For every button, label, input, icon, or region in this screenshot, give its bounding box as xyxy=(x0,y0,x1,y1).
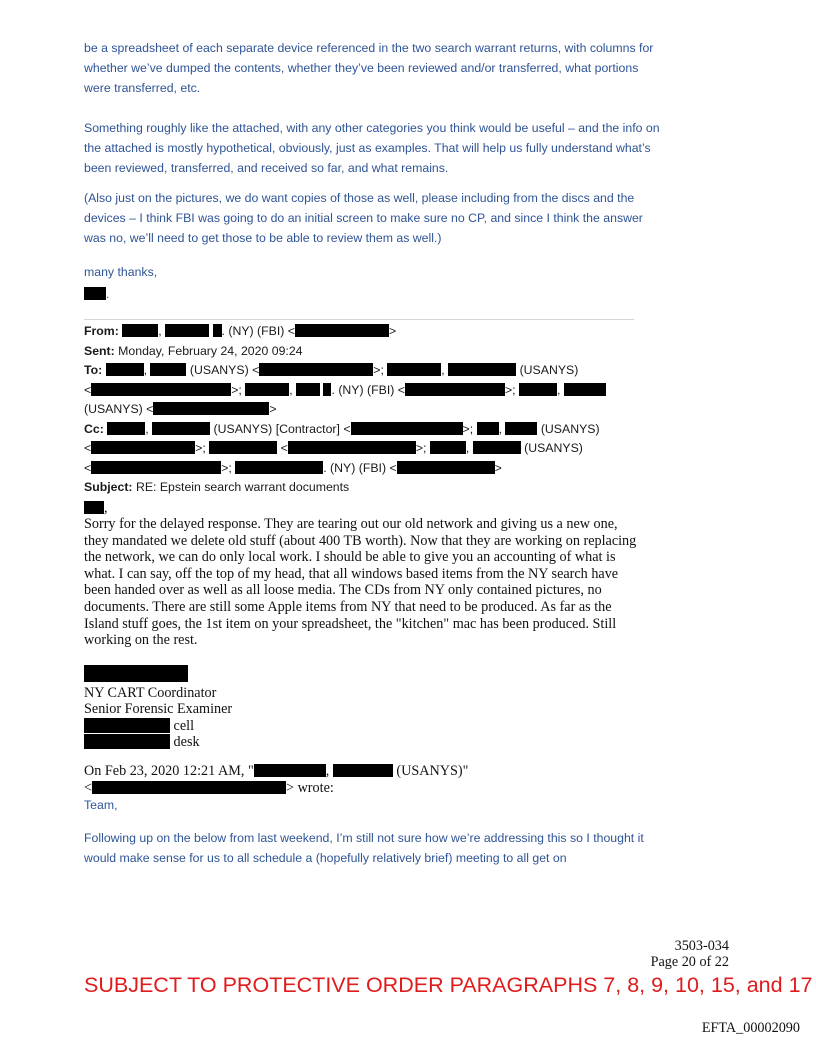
signature-cell-label: cell xyxy=(173,717,195,734)
subject-line xyxy=(84,478,684,498)
redaction-block xyxy=(288,441,416,454)
redaction-block xyxy=(84,287,106,300)
bates-number: EFTA_00002090 xyxy=(701,1020,800,1036)
reply-body: Sorry for the delayed response. They are tearing out our old network and giving us a new one, they mandated we delete old stuff (about 400 TB worth). Now that they are working on replacing the network, we can do only local work. I should be able to give you an accounting of what is what. I can say, off the top of my head, that all windows based items from the NY search have been handed over as well as all loose media. The CDs from NY only contained pictures, no documents. There are still some Apple items from NY that need to be produced. As far as the Island stuff goes, the 1st item on your spreadsheet, the "kitchen" mac has been produced. Still working on the rest. xyxy=(84,516,637,649)
to-line-2: < >; , . (NY) (FBI) < >; , xyxy=(84,381,684,401)
quoted-team-greeting: Team, xyxy=(84,798,118,812)
redaction-block xyxy=(152,422,210,435)
redaction-block xyxy=(564,383,606,396)
redaction-block xyxy=(477,422,499,435)
signature-title-1: NY CART Coordinator xyxy=(84,684,217,701)
cc-line-3: < >; . (NY) (FBI) < > xyxy=(84,460,502,475)
redaction-block xyxy=(213,324,222,337)
from-label: From: xyxy=(84,324,119,338)
redaction-block xyxy=(245,383,289,396)
cc-line-2: < >; < >; , (USANYS) xyxy=(84,441,583,455)
redaction-block xyxy=(397,461,495,474)
header-divider xyxy=(84,319,634,320)
subject-label: Subject: xyxy=(84,480,133,494)
quoted-wrote: > wrote: xyxy=(286,779,334,796)
redaction-block xyxy=(91,441,195,454)
quoted-paragraph: Following up on the below from last weekend, I’m still not sure how we’re addressing this so I thought it would make sense for us to all schedule a (hopefully relatively brief) meeting to all get on xyxy=(84,831,644,865)
cc-label: Cc: xyxy=(84,421,104,436)
redaction-block xyxy=(259,363,373,376)
sender-initials-line: . xyxy=(84,284,109,304)
redaction-block xyxy=(333,764,393,777)
redaction-block xyxy=(122,324,158,337)
to-line-3: (USANYS) < > xyxy=(84,402,277,416)
quoted-on-line: On Feb 23, 2020 12:21 AM, " , (USANYS)" < > wrote: xyxy=(84,763,469,796)
from-suffix: . (NY) (FBI) < xyxy=(221,324,295,338)
intro-paragraph-2: Something roughly like the attached, with any other categories you think would be useful – and the info on the attached is mostly hypothetical, obviously, just as examples. That will help us fully understand what’s been reviewed, transferred, and received so far, and what remains. xyxy=(84,121,660,175)
redaction-block xyxy=(254,764,326,777)
redaction-block xyxy=(209,441,277,454)
signature-block xyxy=(84,665,384,751)
sent-value: Monday, February 24, 2020 09:24 xyxy=(118,343,303,358)
redaction-block xyxy=(405,383,505,396)
to-label: To: xyxy=(84,363,103,377)
intro-paragraph-1: be a spreadsheet of each separate device referenced in the two search warrant returns, with columns for whether we’ve dumped the contents, whether they’ve been reviewed and/or transferred, what portions were transferred, etc. xyxy=(84,41,654,95)
redaction-block xyxy=(150,363,186,376)
to-line-1: To: , (USANYS) < >; , (USANYS) xyxy=(84,363,579,377)
document-number: 3503-034 xyxy=(674,938,729,954)
protective-order-notice: SUBJECT TO PROTECTIVE ORDER PARAGRAPHS 7, 8, 9, 10, 15, and 17 xyxy=(84,973,813,997)
redaction-block xyxy=(296,383,320,396)
redaction-block xyxy=(84,501,104,514)
redaction-block xyxy=(91,383,231,396)
redaction-block xyxy=(473,441,521,454)
redaction-block xyxy=(107,422,145,435)
redaction-block xyxy=(106,363,144,376)
email-header xyxy=(84,322,684,498)
closing-line: many thanks, xyxy=(84,265,158,279)
phone-redaction xyxy=(84,718,170,733)
redaction-block xyxy=(295,324,389,337)
signature-desk-label: desk xyxy=(173,734,200,751)
sent-line xyxy=(84,342,684,362)
signature-title-2: Senior Forensic Examiner xyxy=(84,701,233,718)
redaction-block xyxy=(519,383,557,396)
reply-greeting: , xyxy=(84,500,108,517)
sent-label: Sent: xyxy=(84,343,115,358)
redaction-block xyxy=(351,422,463,435)
page-number: Page 20 of 22 xyxy=(650,954,729,970)
redaction-block xyxy=(153,402,269,415)
redaction-block xyxy=(235,461,323,474)
intro-paragraph-3: (Also just on the pictures, we do want copies of those as well, please including from the discs and the devices – I think FBI was going to do an initial screen to make sure no CP, and since I think the answer was no, we’ll need to get those to be able to review them as well.) xyxy=(84,191,643,245)
redaction-block xyxy=(430,441,466,454)
redaction-block xyxy=(505,422,537,435)
redaction-block xyxy=(387,363,441,376)
phone-redaction xyxy=(84,734,170,749)
cc-line-1: Cc: , (USANYS) [Contractor] < >; , (USANYS) xyxy=(84,421,600,436)
redaction-block xyxy=(92,781,286,794)
redaction-block xyxy=(448,363,516,376)
from-line: From: , . (NY) (FBI) < > xyxy=(84,324,397,338)
subject-value: RE: Epstein search warrant documents xyxy=(135,480,350,494)
redaction-block xyxy=(165,324,209,337)
signer-name-redaction xyxy=(84,665,188,682)
page-footer-numbers xyxy=(651,938,729,970)
redaction-block xyxy=(91,461,221,474)
